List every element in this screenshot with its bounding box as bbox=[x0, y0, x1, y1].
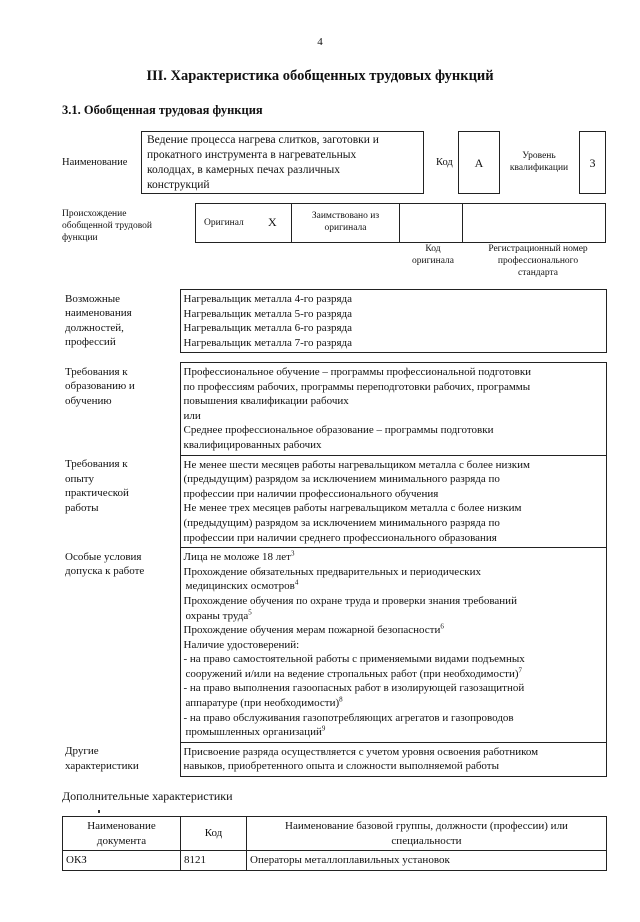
requirement-label-line: опыту bbox=[65, 472, 94, 485]
requirement-line bbox=[184, 550, 603, 565]
requirement-line bbox=[184, 759, 603, 774]
function-name-line: колодцах, в камерных печах различных bbox=[147, 164, 341, 176]
requirement-text: Профессиональное обучение – программы профессиональной подготовки bbox=[183, 366, 532, 378]
borrowed-label-line: Заимствовано из bbox=[311, 211, 380, 221]
footnote-ref: 5 bbox=[248, 607, 252, 616]
borrowed-label bbox=[292, 210, 399, 234]
extra-characteristics-table bbox=[62, 816, 607, 871]
requirement-line bbox=[184, 667, 603, 682]
level-value: 3 bbox=[589, 156, 596, 170]
footnote-ref: 3 bbox=[290, 549, 295, 558]
footnote-ref: 9 bbox=[321, 724, 326, 733]
footnote-ref: 6 bbox=[440, 622, 444, 631]
requirement-label-line: Требования к bbox=[65, 458, 128, 471]
requirement-line bbox=[184, 472, 603, 487]
extra-characteristics-title: Дополнительные характеристики bbox=[62, 789, 233, 803]
requirement-line bbox=[184, 681, 603, 696]
requirement-line bbox=[184, 594, 603, 609]
requirement-row bbox=[62, 455, 606, 548]
subsection-title: 3.1. Обобщенная трудовая функция bbox=[62, 103, 263, 117]
requirement-text: профессии при наличии профессионального обучения bbox=[183, 487, 439, 500]
requirement-text: квалифицированных рабочих bbox=[183, 438, 322, 451]
requirement-line bbox=[184, 409, 603, 424]
position-item: Нагревальщик металла 7-го разряда bbox=[183, 336, 352, 349]
requirement-text: (предыдущим) разрядом за исключением минимального разряда по bbox=[183, 473, 500, 486]
reg-number-label bbox=[470, 243, 606, 279]
extra-header-cell bbox=[63, 817, 181, 851]
code-original-line: оригинала bbox=[412, 256, 454, 266]
requirement-text: сооружений и/или на ведение стропальных работ (при необходимости) bbox=[185, 667, 519, 680]
requirement-text: Среднее профессиональное образование – программы подготовки bbox=[183, 424, 494, 437]
requirement-text: промышленных организаций bbox=[185, 726, 322, 739]
origin-table bbox=[195, 203, 606, 243]
function-name-line: прокатного инструмента в нагревательных bbox=[147, 149, 357, 161]
requirement-text: Наличие удостоверений: bbox=[183, 638, 300, 651]
requirement-text: повышения квалификации рабочих bbox=[183, 395, 349, 408]
requirement-line bbox=[184, 438, 603, 453]
footnote-ref: 7 bbox=[518, 666, 523, 675]
level-label-line: Уровень bbox=[522, 151, 556, 161]
requirement-label-line: образованию и bbox=[65, 380, 135, 393]
requirement-line bbox=[184, 579, 603, 594]
origin-label-line: функции bbox=[62, 233, 98, 243]
requirement-text: Прохождение обучения мерам пожарной безопасности bbox=[183, 624, 441, 637]
extra-header-line: Наименование базовой группы, должности (профессии) или bbox=[285, 820, 568, 832]
requirement-line bbox=[184, 609, 603, 624]
requirement-label-line: практической bbox=[65, 487, 129, 500]
function-name-line: Ведение процесса нагрева слитков, заготовки и bbox=[147, 134, 379, 146]
requirement-label bbox=[62, 548, 180, 743]
requirement-text: профессии при наличии среднего профессионального образования bbox=[183, 531, 497, 544]
positions-list bbox=[180, 290, 606, 353]
requirement-text: (предыдущим) разрядом за исключением минимального разряда по bbox=[183, 516, 500, 529]
requirement-text: или bbox=[183, 409, 201, 422]
positions-label bbox=[62, 290, 180, 353]
extra-header-line: Код bbox=[204, 827, 223, 840]
extra-header-line: Наименование bbox=[87, 820, 156, 832]
requirement-line bbox=[184, 380, 603, 395]
requirement-text: - на право самостоятельной работы с применяемыми видами подъемных bbox=[183, 653, 525, 666]
requirement-line bbox=[184, 458, 603, 473]
requirement-line bbox=[184, 652, 603, 667]
requirement-text: - на право выполнения газоопасных работ в изолирующей газозащитной bbox=[183, 682, 525, 695]
original-mark: X bbox=[268, 215, 277, 229]
origin-label bbox=[62, 208, 152, 244]
extra-cell: Операторы металлоплавильных установок bbox=[247, 851, 607, 871]
requirement-text: по профессиям рабочих, программы переподготовки рабочих, программы bbox=[183, 380, 531, 393]
requirement-label-line: Требования к bbox=[65, 365, 128, 378]
position-item: Нагревальщик металла 4-го разряда bbox=[183, 293, 352, 305]
requirement-text: Присвоение разряда осуществляется с учетом уровня освоения работником bbox=[183, 745, 539, 758]
function-name-value bbox=[147, 133, 379, 193]
reg-number-line: стандарта bbox=[518, 268, 558, 278]
requirement-text: Прохождение обязательных предварительных и периодических bbox=[183, 565, 482, 578]
level-label bbox=[500, 150, 578, 174]
section-title: III. Характеристика обобщенных трудовых функций bbox=[146, 68, 494, 84]
requirement-content bbox=[180, 548, 606, 743]
code-value: А bbox=[474, 156, 484, 170]
reg-number-line: профессионального bbox=[497, 256, 579, 266]
requirement-label-line: Другие bbox=[65, 745, 99, 758]
code-box bbox=[458, 131, 500, 194]
requirement-row bbox=[62, 742, 606, 776]
extra-cell: 8121 bbox=[181, 851, 247, 871]
requirement-row bbox=[62, 548, 606, 743]
requirement-line bbox=[184, 623, 603, 638]
footnote-ref: 8 bbox=[339, 695, 343, 704]
requirement-text: Прохождение обучения по охране труда и проверки знания требований bbox=[183, 594, 517, 607]
code-label: Код bbox=[436, 157, 453, 168]
extra-header-row bbox=[63, 817, 607, 851]
name-label: Наименование bbox=[62, 157, 128, 168]
requirement-line bbox=[184, 638, 603, 653]
extra-row bbox=[63, 851, 607, 871]
requirement-label-line: Особые условия bbox=[65, 550, 142, 563]
extra-header-cell bbox=[247, 817, 607, 851]
requirement-label bbox=[62, 363, 180, 456]
requirement-text: навыков, приобретенного опыта и сложности выполняемой работы bbox=[183, 760, 499, 773]
requirement-text: Не менее шести месяцев работы нагревальщиком металла с более низким bbox=[183, 458, 530, 471]
positions-label-line: Возможные bbox=[65, 292, 120, 305]
requirement-line bbox=[184, 394, 603, 409]
requirement-line bbox=[184, 516, 603, 531]
requirement-line bbox=[184, 487, 603, 502]
level-label-line: квалификации bbox=[509, 163, 569, 173]
requirement-label-line: обучению bbox=[65, 394, 112, 407]
function-name-line: конструкций bbox=[147, 179, 210, 191]
positions-table bbox=[62, 289, 607, 353]
requirement-label-line: характеристики bbox=[65, 759, 139, 772]
positions-label-line: наименования bbox=[65, 307, 132, 320]
position-item: Нагревальщик металла 6-го разряда bbox=[183, 322, 352, 335]
extra-header-cell bbox=[181, 817, 247, 851]
scan-mark bbox=[98, 810, 100, 813]
code-original-line: Код bbox=[425, 244, 441, 254]
extra-header-line: специальности bbox=[391, 834, 462, 847]
requirement-row bbox=[62, 363, 606, 456]
reg-number-line: Регистрационный номер bbox=[488, 244, 588, 254]
requirement-line bbox=[184, 725, 603, 740]
position-item: Нагревальщик металла 5-го разряда bbox=[183, 307, 352, 320]
requirement-text: Не менее трех месяцев работы нагревальщиком металла с более низким bbox=[183, 502, 522, 515]
requirement-line bbox=[184, 365, 603, 380]
requirement-line bbox=[184, 565, 603, 580]
requirement-text: охраны труда bbox=[185, 609, 249, 622]
level-box bbox=[579, 131, 606, 194]
requirement-line bbox=[184, 531, 603, 546]
requirement-text: медицинских осмотров bbox=[185, 580, 295, 593]
requirement-line bbox=[184, 501, 603, 516]
requirements-table bbox=[62, 362, 607, 777]
requirement-text: аппаратуре (при необходимости) bbox=[185, 697, 340, 710]
code-original-label bbox=[400, 243, 466, 267]
requirement-text: Лица не моложе 18 лет bbox=[183, 551, 291, 564]
requirement-line bbox=[184, 423, 603, 438]
origin-label-line: Происхождение bbox=[62, 209, 127, 219]
origin-label-line: обобщенной трудовой bbox=[62, 221, 152, 231]
function-name-box bbox=[141, 131, 424, 194]
requirement-label-line: работы bbox=[65, 501, 99, 514]
borrowed-label-line: оригинала bbox=[324, 223, 367, 233]
requirement-line bbox=[184, 711, 603, 726]
positions-label-line: должностей, bbox=[65, 321, 124, 334]
footnote-ref: 4 bbox=[294, 578, 299, 587]
requirement-label bbox=[62, 455, 180, 548]
requirement-content bbox=[180, 455, 606, 548]
requirement-line bbox=[184, 696, 603, 711]
requirement-content bbox=[180, 742, 606, 776]
requirement-text: - на право обслуживания газопотребляющих агрегатов и газопроводов bbox=[183, 711, 514, 724]
extra-cell: ОКЗ bbox=[63, 851, 181, 871]
requirement-label-line: допуска к работе bbox=[65, 565, 145, 578]
extra-header-line: документа bbox=[96, 834, 147, 847]
requirement-line bbox=[184, 745, 603, 760]
original-label: Оригинал bbox=[204, 218, 244, 228]
requirement-content bbox=[180, 363, 606, 456]
page-number: 4 bbox=[317, 36, 323, 48]
positions-label-line: профессий bbox=[65, 336, 116, 349]
requirement-label bbox=[62, 742, 180, 776]
